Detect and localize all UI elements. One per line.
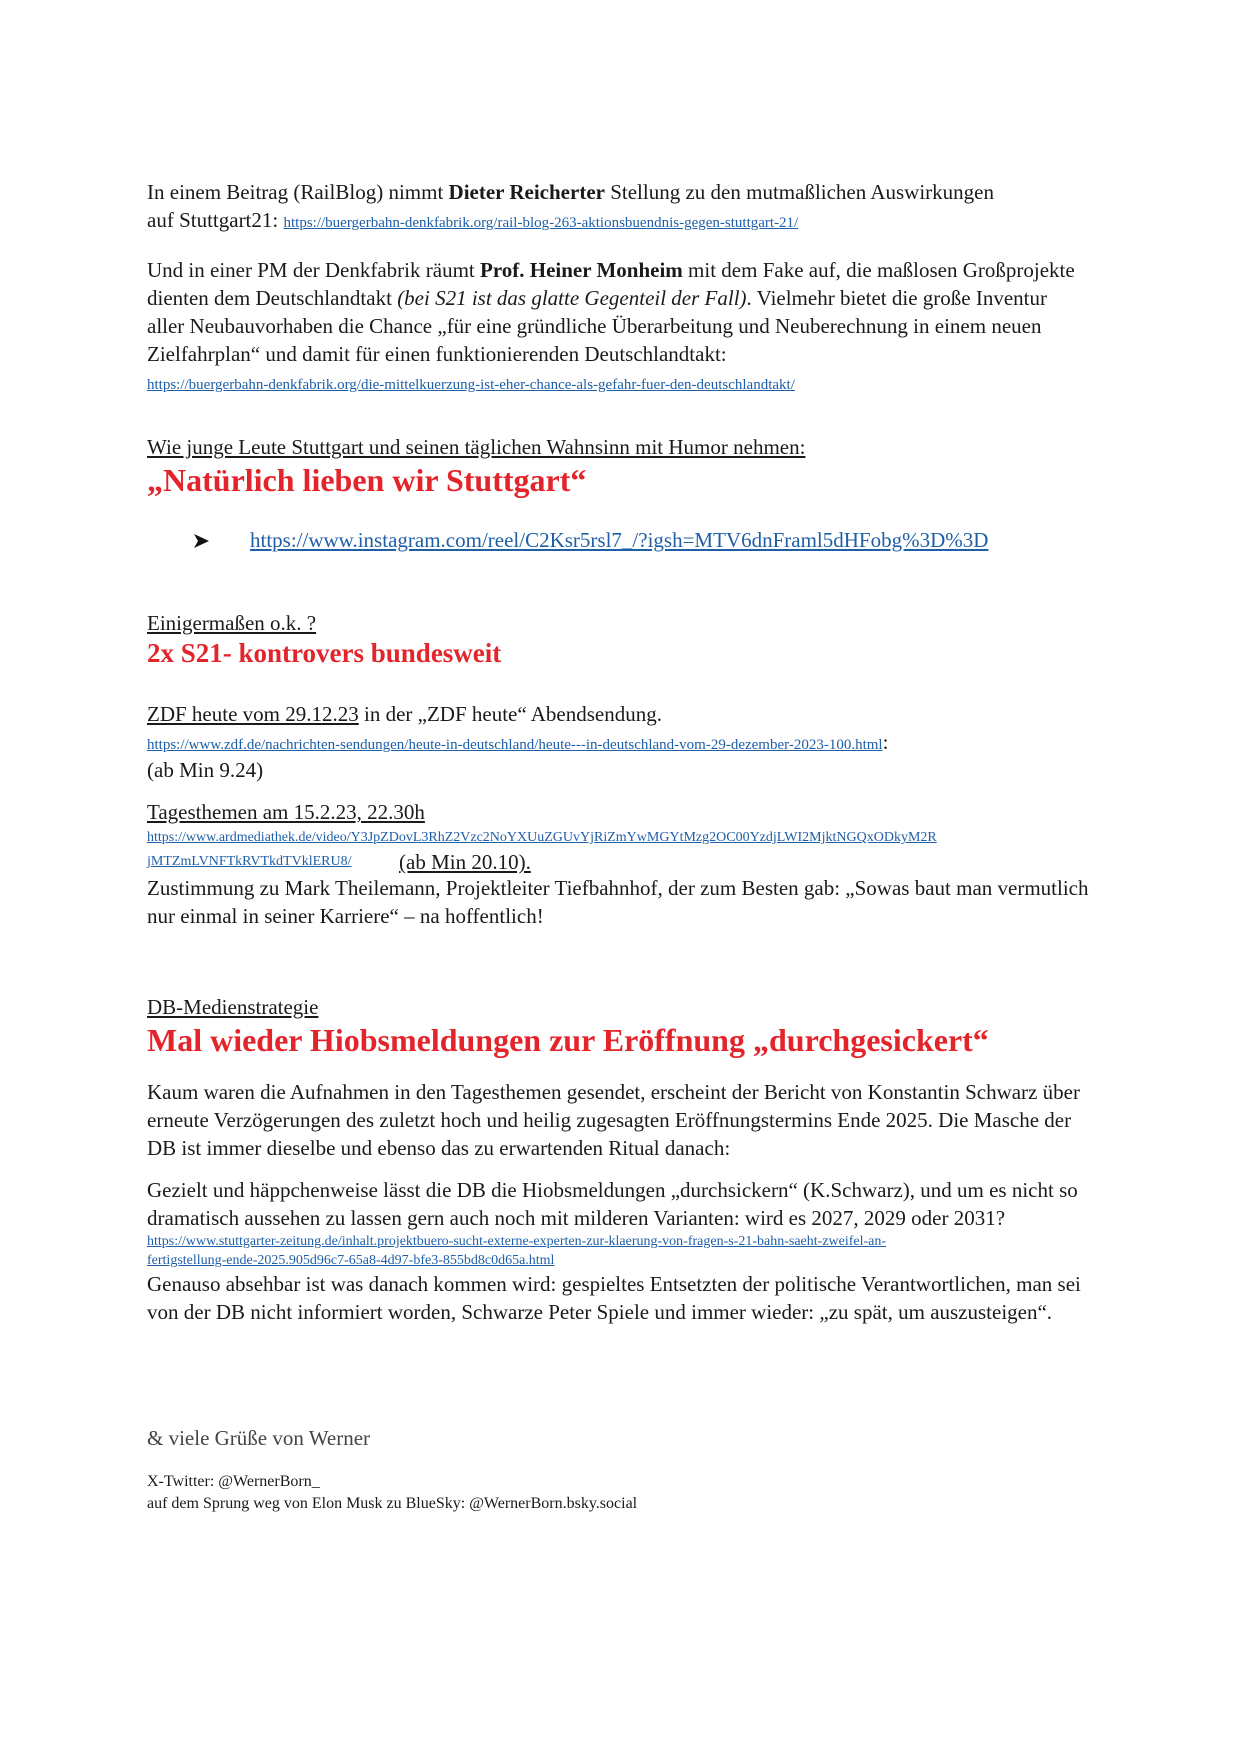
text-span: :	[882, 730, 889, 754]
zdf-label: ZDF heute vom 29.12.23	[147, 702, 359, 726]
section-headline: Mal wieder Hiobsmeldungen zur Eröffnung „durchgesickert“	[147, 1022, 989, 1058]
denkfabrik-link[interactable]: https://buergerbahn-denkfabrik.org/die-mittelkuerzung-ist-eher-chance-als-gefahr-fuer-den-deutschlandtakt/	[147, 377, 795, 393]
greeting: & viele Grüße von Werner	[147, 1426, 371, 1450]
railblog-text	[147, 178, 1107, 234]
zdf-block	[147, 700, 1107, 784]
paragraph-text: Gezielt und häppchenweise lässt die DB die Hiobsmeldungen „durchsickern“ (K.Schwarz), und um es nicht so dramatisch aussehen zu lassen gern auch noch mit milderen Varianten: wird es 2027, 2029 oder 2031?	[147, 1178, 1078, 1230]
text-span: auf Stuttgart21:	[147, 208, 284, 232]
zdf-link-line	[147, 728, 1107, 756]
link-line[interactable]: jMTZmLVNFTkRVTkdTVklERU8/	[147, 854, 352, 869]
section-headline: „Natürlich lieben wir Stuttgart“	[147, 462, 587, 498]
stuttgarter-zeitung-link[interactable]	[147, 1232, 1107, 1270]
monheim-paragraph	[147, 256, 1107, 396]
link-line[interactable]: https://www.stuttgarter-zeitung.de/inhalt.projektbuero-sucht-externe-experten-zur-klaerung-von-fragen-s-21-bahn-saeht-zweifel-an-	[147, 1234, 887, 1249]
bundesweit-section	[147, 610, 1107, 670]
railblog-paragraph	[147, 178, 1107, 234]
zdf-minute: (ab Min 9.24)	[147, 758, 264, 782]
section-kicker: Wie junge Leute Stuttgart und seinen täglichen Wahnsinn mit Humor nehmen:	[147, 435, 806, 459]
instagram-list-item	[147, 528, 1107, 553]
railblog-link[interactable]: https://buergerbahn-denkfabrik.org/rail-blog-263-aktionsbuendnis-gegen-stuttgart-21/	[283, 215, 799, 231]
italic-remark: (bei S21 ist das glatte Gegenteil der Fall)	[397, 286, 747, 310]
twitter-handle: X-Twitter: @WernerBorn_	[147, 1473, 320, 1490]
tagesthemen-label: Tagesthemen am 15.2.23, 22.30h	[147, 800, 425, 824]
bluesky-handle: auf dem Sprung weg von Elon Musk zu BlueSky: @WernerBorn.bsky.social	[147, 1495, 638, 1512]
signature-block	[147, 1426, 1107, 1515]
section-kicker: Einigermaßen o.k. ?	[147, 611, 317, 635]
text-span: Stellung zu den mutmaßlichen Auswirkungen	[604, 180, 994, 204]
ardmediathek-link[interactable]	[147, 826, 1107, 874]
text-span: In einem Beitrag (RailBlog) nimmt	[147, 180, 449, 204]
medienstrategie-section	[147, 994, 1107, 1060]
paragraph-text: Genauso absehbar ist was danach kommen wird: gespieltes Entsetzten der politische Verantwortlichen, man sei von der DB nicht informiert worden, Schwarze Peter Spiele und immer wieder: „zu spät, um auszusteigen“.	[147, 1272, 1081, 1324]
zdf-link[interactable]: https://www.zdf.de/nachrichten-sendungen/heute-in-deutschland/heute---in-deutschland-vom-29-dezember-2023-100.html	[147, 737, 883, 753]
text-span: mit dem Fake auf, die maßlosen Großprojekte dienten dem Deutschlandtakt	[147, 258, 1075, 310]
text-span: in der „ZDF heute“ Abendsendung.	[358, 702, 662, 726]
schwarz-paragraph	[147, 1078, 1107, 1162]
theilemann-quote: Zustimmung zu Mark Theilemann, Projektleiter Tiefbahnhof, der zum Besten gab: „Sowas baut man vermutlich nur einmal in seiner Karriere“ – na hoffentlich!	[147, 876, 1089, 928]
author-name: Prof. Heiner Monheim	[480, 258, 683, 282]
text-span: Und in einer PM der Denkfabrik räumt	[147, 258, 480, 282]
section-headline: 2x S21- kontrovers bundesweit	[147, 638, 502, 668]
paragraph-text: Kaum waren die Aufnahmen in den Tagesthemen gesendet, erscheint der Bericht von Konstantin Schwarz über erneute Verzögerungen des zuletzt hoch und heilig zugesagten Eröffnungstermins Ende 2025. Die Masche der DB ist immer dieselbe und ebenso das zu erwartenden Ritual danach:	[147, 1080, 1080, 1160]
author-name: Dieter Reicherter	[448, 180, 605, 204]
humor-section	[147, 434, 1107, 553]
tagesthemen-minute: (ab Min 20.10).	[399, 850, 531, 874]
instagram-link[interactable]: https://www.instagram.com/reel/C2Ksr5rsl7_/?igsh=MTV6dnFraml5dHFobg%3D%3D	[250, 528, 989, 552]
link-line[interactable]: fertigstellung-ende-2025.905d96c7-65a8-4d97-bfe3-855bd8c0d65a.html	[147, 1253, 555, 1268]
tagesthemen-block	[147, 798, 1107, 930]
monheim-text	[147, 256, 1087, 396]
text-span: . Vielmehr bietet die große Inventur aller Neubauvorhaben die Chance „für eine gründliche Überarbeitung und Neuberechnung in einem neuen Zielfahrplan“ und damit für einen funktionierenden Deutschlandtakt:	[147, 286, 1047, 366]
section-kicker: DB-Medienstrategie	[147, 995, 319, 1019]
link-line[interactable]: https://www.ardmediathek.de/video/Y3JpZDovL3RhZ2Vzc2NoYXUuZGUvYjRiZmYwMGYtMzg2OC00YzdjLWI2MjktNGQxODkyM2R	[147, 830, 937, 845]
zdf-line	[147, 700, 1107, 728]
durchsickern-paragraph	[147, 1176, 1107, 1326]
arrowhead-bullet-icon	[192, 532, 210, 550]
